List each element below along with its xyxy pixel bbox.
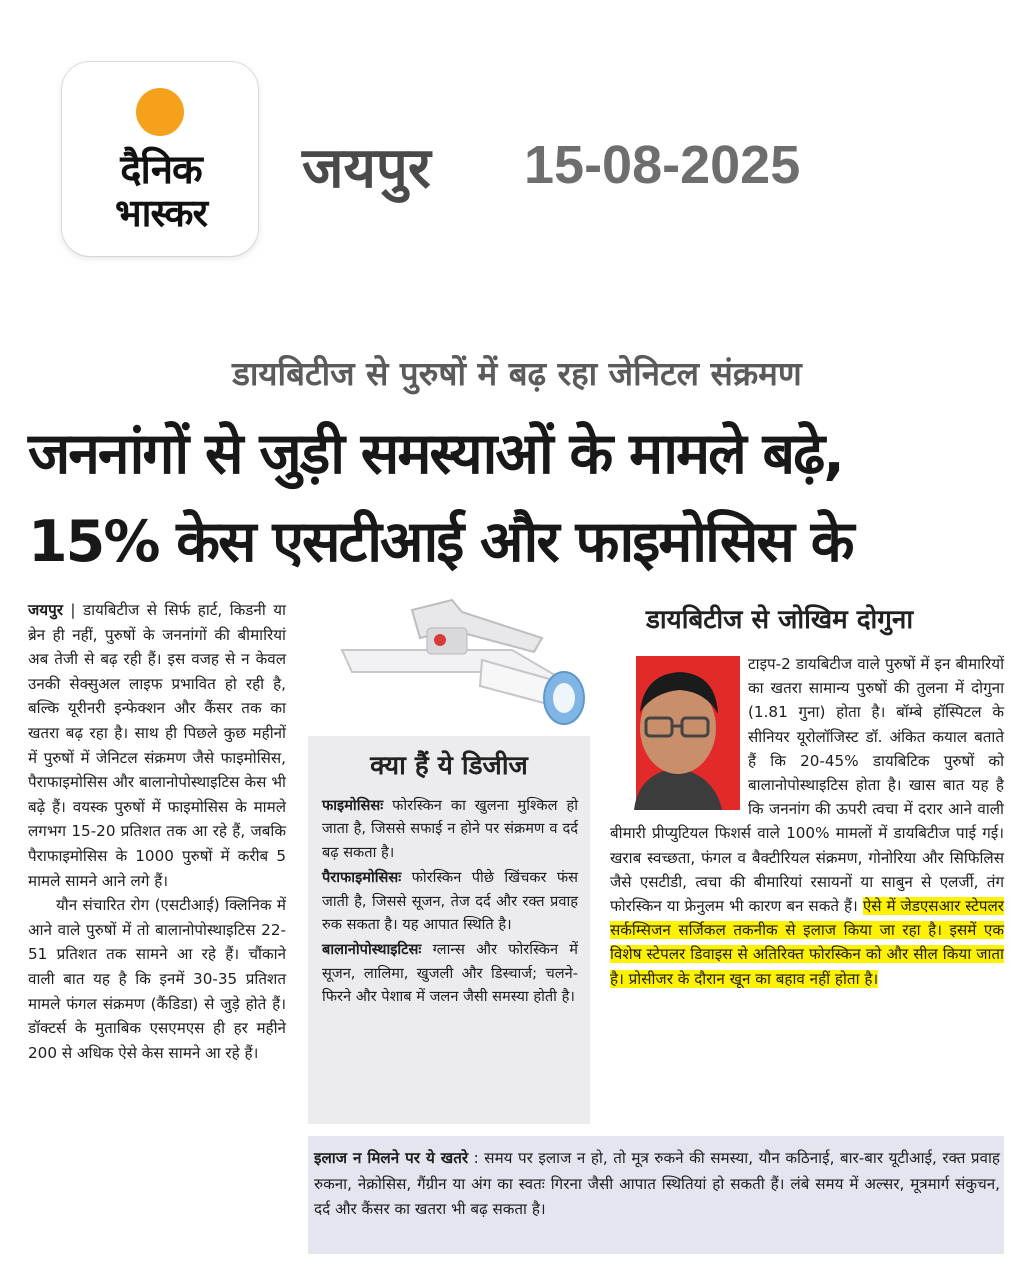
right-text: टाइप-2 डायबिटीज वाले पुरुषों में इन बीमारियों का खतरा सामान्य पुरुषों की तुलना में दोगुना (1.81 गुना) होता है। बॉम्बे हॉस्पिटल के सीनियर यूरोलॉजिस्ट डॉ. अंकित कयाल बताते हैं कि 20-45% डायबिटिक पुरुषों को बालानोपोस्थाइटिस होता है। खास बात यह है कि जननांग की ऊपरी त्वचा में दरार आने वाली बीमारी प्रीप्युटियल फिशर्स वाले 100% मामलों में डायबिटीज पाई गई। खराब स्वच्छता, फंगल व बैक्टीरियल संक्रमण, गोनोरिया और सिफिलिस जैसे एसटीडी, त्वचा की बीमारियां रसायनों या साबुन से एलर्जी, तंग फोरस्किन या फ्रेनुलम भी कारण बन सकते हैं। (610, 655, 1004, 916)
left-column (28, 598, 286, 1065)
disease-item-balanoposthitis (322, 938, 578, 1008)
disease-term: पैराफाइमोसिसः (322, 869, 402, 887)
right-column-title: डायबिटीज से जोखिम दोगुना (646, 605, 914, 635)
risks-body: : समय पर इलाज न हो, तो मूत्र रुकने की समस्या, यौन कठिनाई, बार-बार यूटीआई, रक्त प्रवाह रुकना, नेक्रोसिस, गैंग्रीन या अंग का स्वतः गिरना जैसी आपात स्थितियां हो सकती हैं। लंबे समय में अल्सर, मूत्रमार्ग संकुचन, दर्द और कैंसर का खतरा भी बढ़ सकता है। (314, 1149, 1000, 1218)
left-paragraph-1: जयपुर | डायबिटीज से सिर्फ हार्ट, किडनी या ब्रेन ही नहीं, पुरुषों के जननांगों की बीमारियां अब तेजी से बढ़ रही हैं। इस वजह से न केवल उनकी सेक्सुअल लाइफ प्रभावित हो रही है, बल्कि यूरीनरी इन्फेक्शन और कैंसर तक का खतरा बढ़ रहा है। साथ ही पिछले कुछ महीनों में पुरुषों में जेनिटल संक्रमण जैसे फाइमोसिस, पैराफाइमोसिस और बालानोपोस्थाइटिस केस भी बढ़े हैं। वयस्क पुरुषों में फाइमोसिस के मामले लगभग 15-20 प्रतिशत तक आ रहे हैं, जबकि पैराफाइमोसिस के 1000 पुरुषों में करीब 5 मामले सामने आने लगे हैं। (28, 601, 286, 890)
disease-term: बालानोपोस्थाइटिसः (322, 941, 422, 959)
risks-box (308, 1136, 1004, 1254)
edition-date: 15-08-2025 (524, 135, 801, 195)
device-drawing (342, 600, 584, 724)
disease-term: फाइमोसिसः (322, 797, 384, 814)
disease-item-paraphimosis (322, 866, 578, 936)
headline-line-2: 15% केस एसटीआई और फाइमोसिस के (28, 509, 853, 575)
dateline: जयपुर (28, 601, 63, 619)
disease-box-body (322, 794, 578, 1011)
left-paragraph-2: यौन संचारित रोग (एसटीआई) क्लिनिक में आने वाले पुरुषों में तो बालानोपोस्थाइटिस 22-51 प्रतिशत तक सामने आ रहे हैं। चौंकाने वाली बात यह है कि इनमें 30-35 प्रतिशत मामले फंगल संक्रमण (कैंडिडा) से जुड़े होते हैं। डॉक्टर्स के मुताबिक एसएमएस ही हर महीने 200 से अधिक ऐसे केस सामने आ रहे हैं। (28, 896, 286, 1062)
disease-item-phimosis (322, 794, 578, 864)
right-column (610, 652, 1004, 991)
disease-box-title: क्या हैं ये डिजीज (370, 751, 528, 781)
edition-city: जयपुर (302, 136, 431, 201)
stapler-device-image (312, 590, 612, 740)
disease-text: ग्लान्स और फोरस्किन में सूजन, लालिमा, खुजली और डिस्चार्ज; चलने-फिरने और पेशाब में जलन जैसी समस्या होती है। (322, 941, 578, 1006)
sun-logo-icon (136, 88, 184, 136)
highlighted-text: ऐसे में जेडएसआर स्टेपलर सर्कम्सिजन सर्जिकल तकनीक से इलाज किया जा रहा है। इसमें एक विशेष स्टेपलर डिवाइस से अतिरिक्त फोरस्किन को और सील किया जाता है। प्रोसीजर के दौरान खून का बहाव नहीं होता है। (610, 897, 1004, 988)
logo-text-bhaskar: भास्कर (114, 191, 208, 235)
left-paragraph-1-text: डायबिटीज से सिर्फ हार्ट, किडनी या ब्रेन ही नहीं, पुरुषों के जननांगों की बीमारियां अब तेजी से बढ़ रही हैं। इस वजह से न केवल उनकी सेक्सुअल लाइफ प्रभावित हो रही है, बल्कि यूरीनरी इन्फेक्शन और कैंसर तक का खतरा बढ़ रहा है। साथ ही पिछले कुछ महीनों में पुरुषों में जेनिटल संक्रमण जैसे फाइमोसिस, पैराफाइमोसिस और बालानोपोस्थाइटिस केस भी बढ़े हैं। वयस्क पुरुषों में फाइमोसिस के मामले लगभग 15-20 प्रतिशत तक आ रहे हैं, जबकि पैराफाइमोसिस के 1000 पुरुषों में करीब 5 मामले सामने आने लगे हैं। (28, 601, 286, 890)
headline-line-1: जननांगों से जुड़ी समस्याओं के मामले बढ़े, (28, 421, 843, 487)
doctor-portrait-photo (614, 656, 740, 810)
disease-text: फोरस्किन का खुलना मुश्किल हो जाता है, जिससे सफाई न होने पर संक्रमण व दर्द बढ़ सकता है। (322, 797, 578, 861)
logo-text-dainik: दैनिक (120, 147, 202, 193)
article-kicker: डायबिटीज से पुरुषों में बढ़ रहा जेनिटल संक्रमण (232, 354, 802, 393)
disease-info-box (308, 736, 590, 1124)
risks-lead: इलाज न मिलने पर ये खतरे (314, 1149, 469, 1167)
doctor-portrait-drawing (614, 656, 740, 810)
disease-text: फोरस्किन पीछे खिंचकर फंस जाती है, जिससे सूजन, तेज दर्द और रक्त प्रवाह रुक सकता है। यह आपात स्थिति है। (322, 869, 579, 934)
risks-text (314, 1146, 1000, 1223)
right-paragraph (610, 652, 1004, 991)
